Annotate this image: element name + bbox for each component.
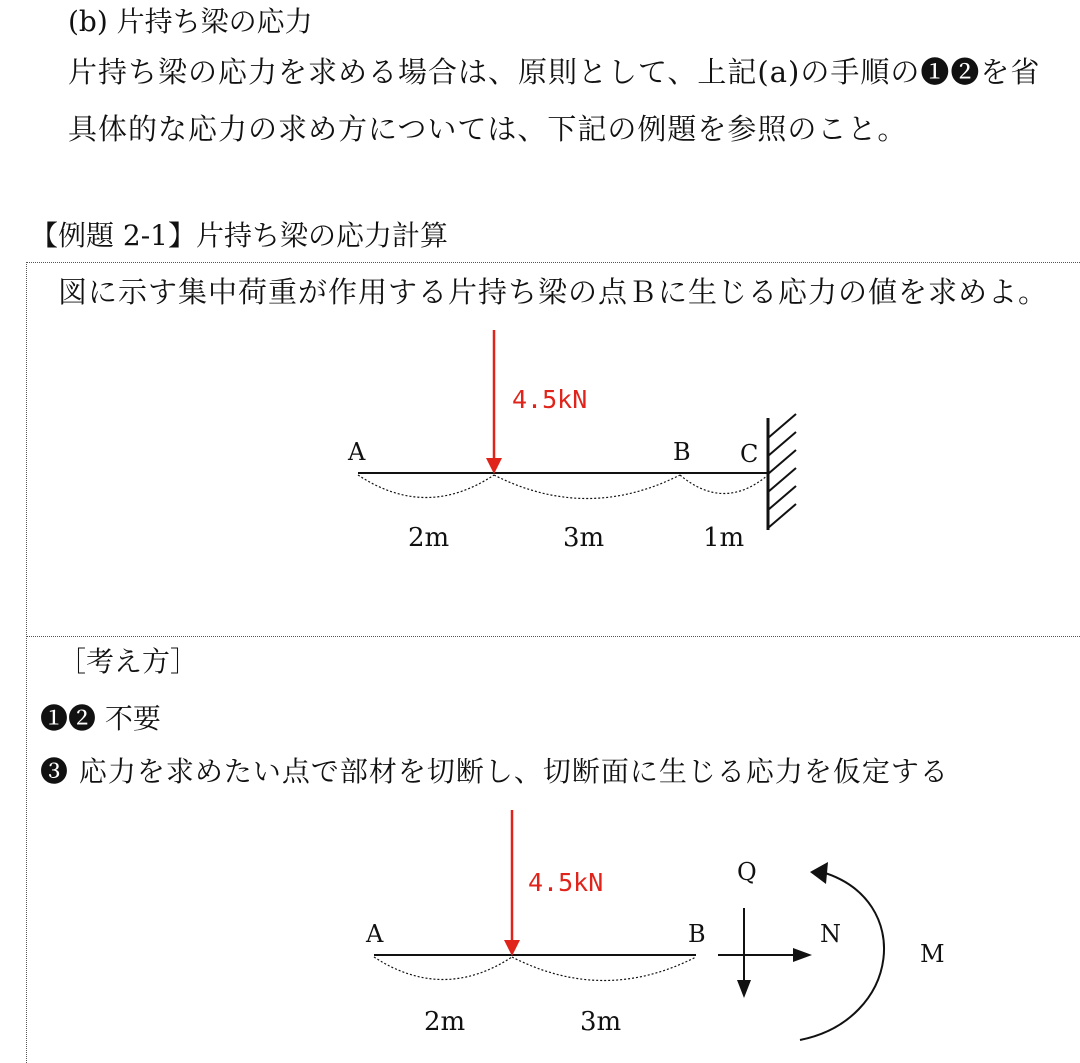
paragraph-line-2: 具体的な応力の求め方については、下記の例題を参照のこと。 — [68, 112, 908, 146]
section-subheading: (b) 片持ち梁の応力 — [68, 5, 313, 38]
moment-label: M — [920, 940, 945, 968]
step-3: ❸ 応力を求めたい点で部材を切断し、切断面に生じる応力を仮定する — [40, 755, 949, 788]
load-arrow-head — [504, 940, 520, 956]
point-a-label: A — [366, 920, 384, 948]
dimension-arc-1 — [374, 957, 512, 980]
paragraph-line-1: 片持ち梁の応力を求める場合は、原則として、上記(a)の手順の❶❷を省 — [68, 55, 1041, 89]
thinking-heading: ［考え方］ — [58, 645, 199, 678]
dimension-arc-2 — [512, 957, 696, 981]
dimension-label-1: 2m — [424, 1007, 466, 1037]
cut-member-figure — [365, 810, 945, 1040]
dimension-label-1: 2m — [408, 523, 450, 553]
cantilever-figure — [347, 330, 796, 553]
point-b-label: B — [688, 920, 706, 948]
dimension-arc-3 — [680, 475, 768, 494]
point-c-label: C — [740, 440, 759, 468]
step-1-2: ❶❷ 不要 — [40, 702, 161, 735]
fixed-support — [768, 414, 796, 530]
axial-label: N — [820, 920, 841, 948]
dimension-label-2: 3m — [580, 1007, 622, 1037]
dimension-label-2: 3m — [563, 523, 605, 553]
moment-arc — [800, 872, 884, 1040]
load-arrow-head — [486, 458, 502, 474]
load-label: 4.5kN — [512, 385, 588, 414]
dimension-label-3: 1m — [703, 523, 745, 553]
moment-arrow-head — [810, 862, 828, 884]
dimension-arc-2 — [494, 475, 680, 499]
example-question: 図に示す集中荷重が作用する片持ち梁の点Ｂに生じる応力の値を求めよ。 — [58, 275, 1049, 309]
axial-arrow-head — [793, 948, 812, 962]
point-b-label: B — [673, 438, 691, 466]
shear-label: Q — [737, 858, 757, 886]
dimension-arc-1 — [358, 475, 494, 498]
point-a-label: A — [348, 438, 366, 466]
shear-arrow-head — [737, 980, 751, 998]
load-label: 4.5kN — [528, 868, 604, 897]
example-title: 【例題 2-1】片持ち梁の応力計算 — [30, 219, 448, 252]
